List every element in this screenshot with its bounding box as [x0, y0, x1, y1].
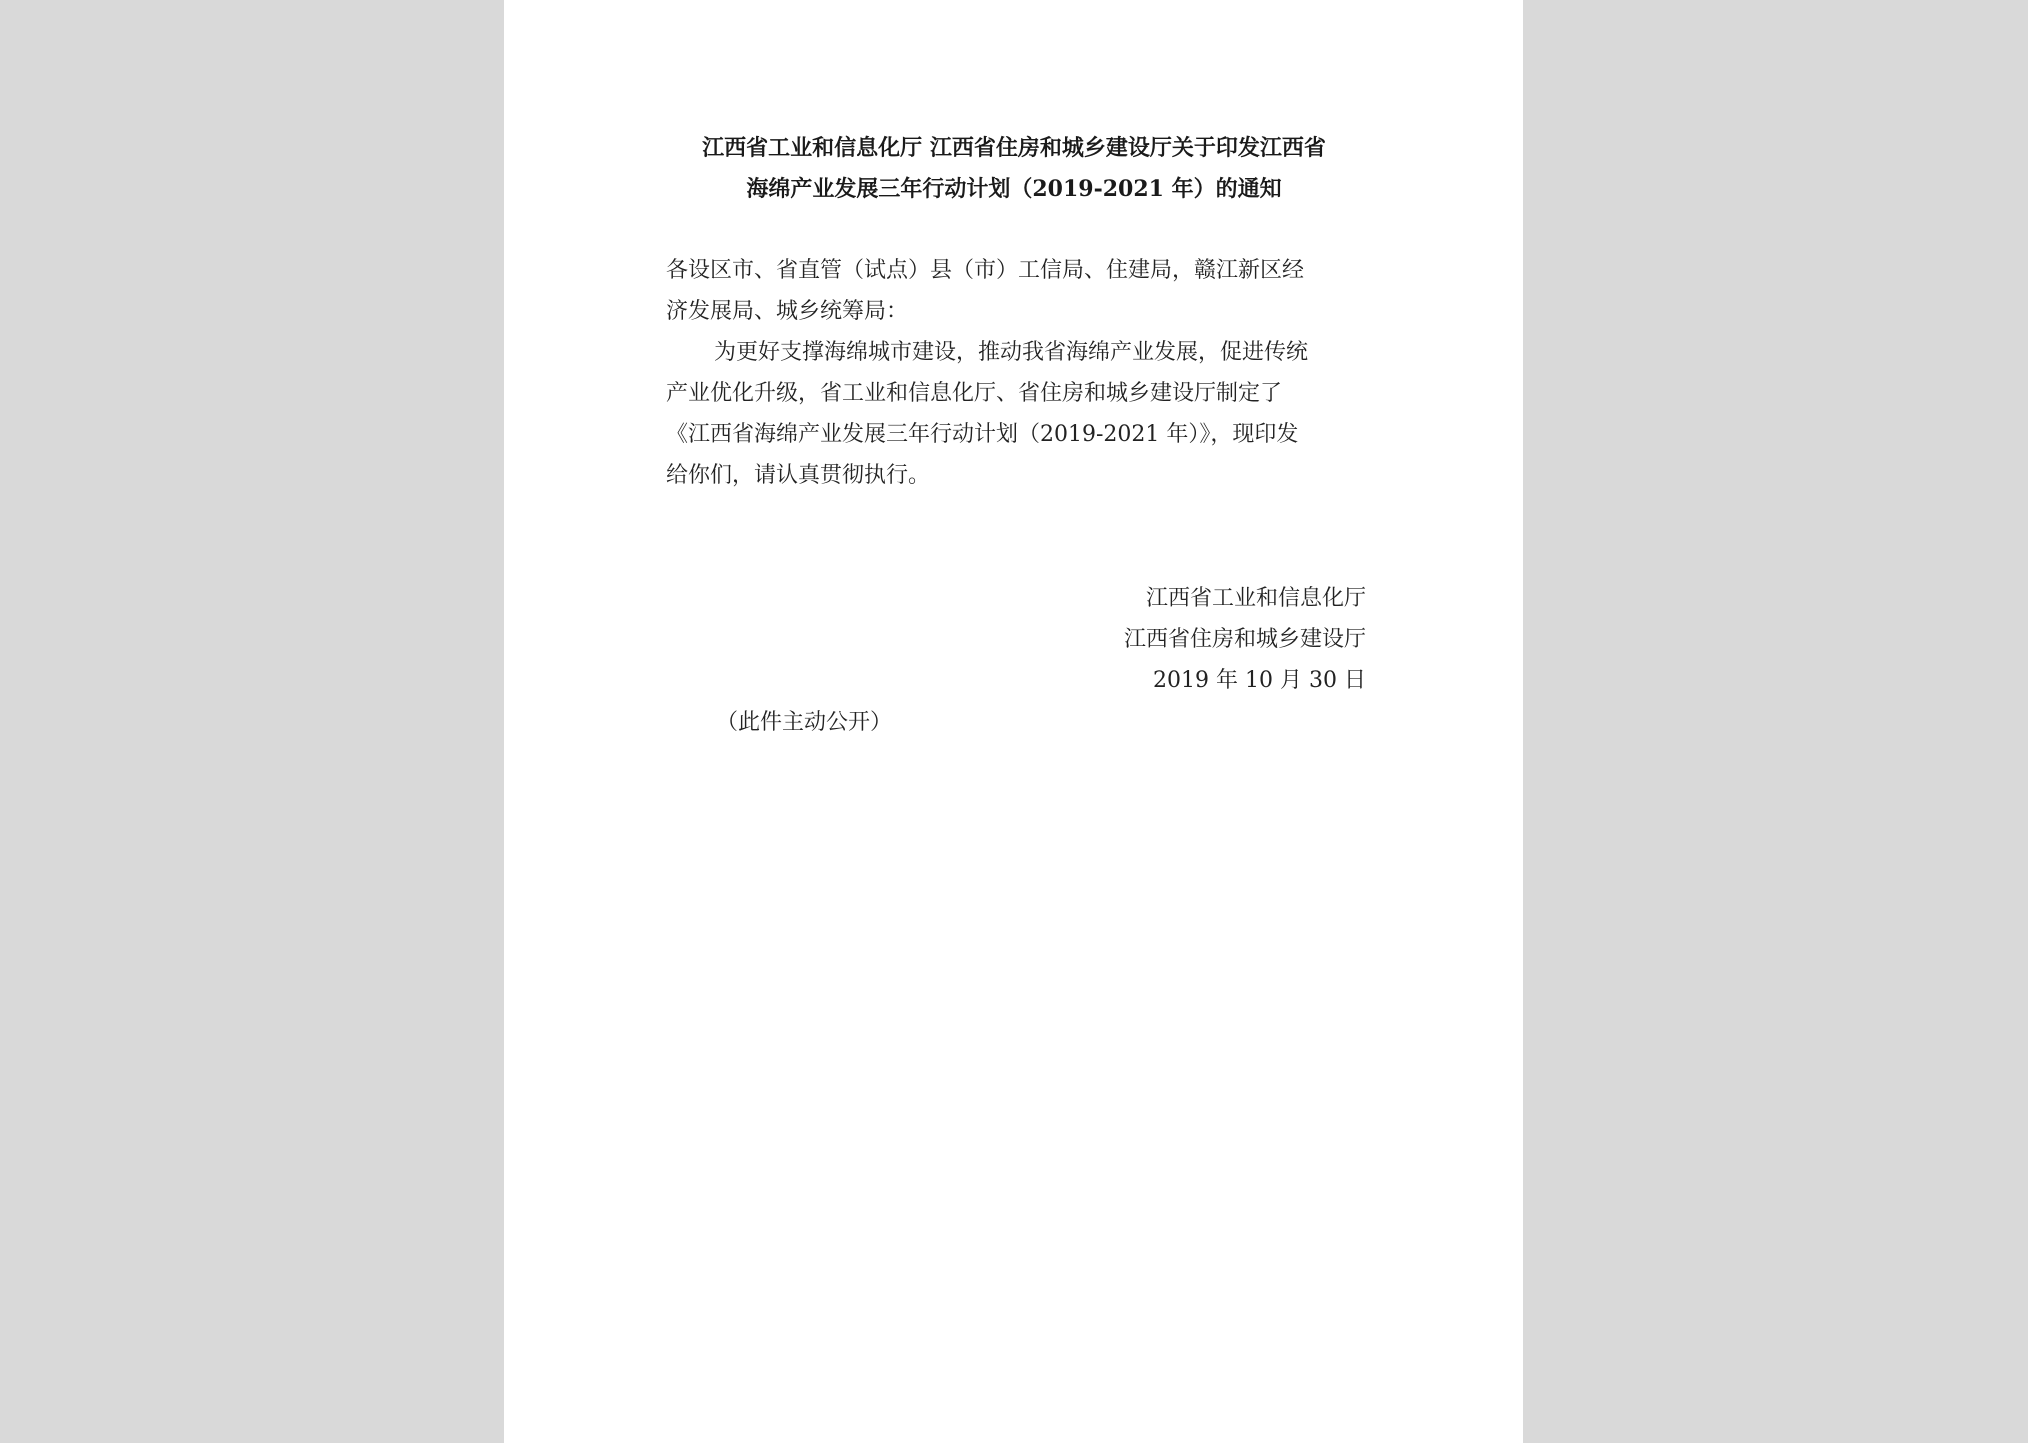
- signature-date: 2019 年 10 月 30 日: [1153, 668, 1366, 693]
- addressee-line-2: 济发展局、城乡统筹局：: [666, 299, 909, 324]
- body-line-1: 为更好支撑海绵城市建设，推动我省海绵产业发展，促进传统: [714, 340, 1309, 365]
- document-title: [654, 128, 1374, 210]
- addressee: [666, 250, 1366, 332]
- body-line-2: 产业优化升级，省工业和信息化厅、省住房和城乡建设厅制定了: [666, 381, 1283, 406]
- addressee-line-1: 各设区市、省直管（试点）县（市）工信局、住建局，赣江新区经: [666, 258, 1305, 283]
- body-paragraph: [666, 332, 1366, 496]
- signature-org-2: 江西省住房和城乡建设厅: [1123, 627, 1366, 652]
- signature-org-1: 江西省工业和信息化厅: [1145, 586, 1366, 611]
- document-page: [504, 0, 1523, 1443]
- signature-block: [1124, 578, 1366, 701]
- public-disclosure-note: （此件主动公开）: [716, 710, 893, 735]
- body-line-4: 给你们，请认真贯彻执行。: [666, 463, 931, 488]
- title-line-2: 海绵产业发展三年行动计划（2019-2021 年）的通知: [746, 176, 1282, 202]
- title-line-1: 江西省工业和信息化厅 江西省住房和城乡建设厅关于印发江西省: [702, 135, 1326, 161]
- body-line-3: 《江西省海绵产业发展三年行动计划（2019-2021 年）》，现印发: [666, 422, 1299, 447]
